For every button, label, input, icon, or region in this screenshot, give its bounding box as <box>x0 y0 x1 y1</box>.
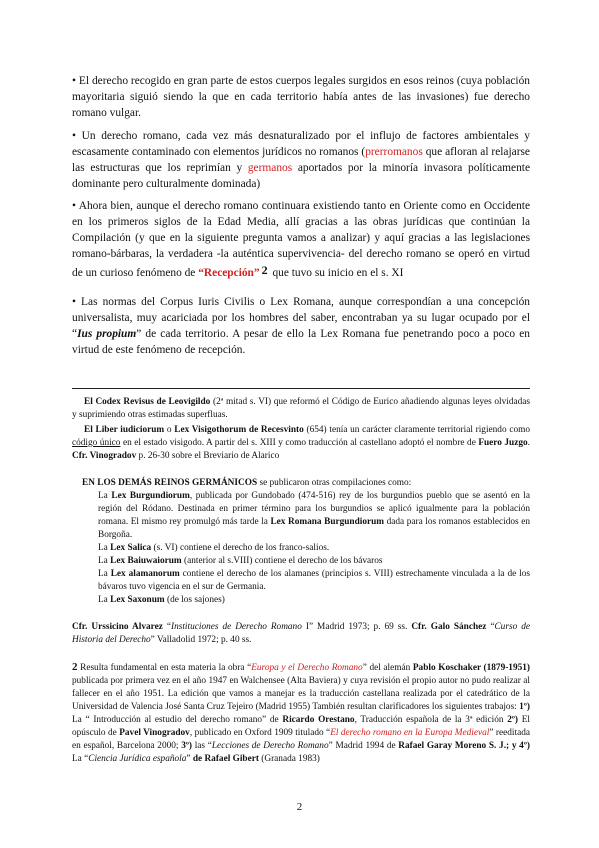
footnote-text: I” Madrid 1973; p. 69 ss. <box>301 622 412 632</box>
author-name: Rafael Garay Moreno S. J.; y 4º) <box>398 741 530 751</box>
footnote-codex <box>72 396 530 422</box>
footnote-title: Lex Burgundiorum <box>111 491 190 501</box>
paragraph-derecho-vulgar <box>72 73 530 121</box>
footnote-citation: Cfr. Galo Sánchez <box>411 622 487 632</box>
footnote-text: El opúsculo de <box>72 715 530 738</box>
paragraph-derecho-romano <box>72 128 530 192</box>
paragraph-text: • Las normas del Corpus Iuris Civilis o Lex Romana, aunque correspondían a una concepción universalista, muy acariciada por los hombres del saber, encontraban ya su lugar ocupado por el “ <box>72 296 530 340</box>
list-number: 3º) <box>181 741 193 751</box>
book-title: Curso de Historia del Derecho <box>72 622 530 645</box>
footnote-text: La “ Introducción al estudio del derecho romano” de <box>72 715 283 725</box>
footnote-text: La <box>98 543 111 553</box>
footnote-title: Lex Romana Burgundiorum <box>270 517 385 527</box>
footnote-title: Lex alamanorum <box>110 569 180 579</box>
paragraph-text: aportados por la minoría invasora políticamente dominante pero culturalmente dominada) <box>72 162 530 190</box>
footnote-text: contiene el derecho de los alamanes (principios s. VIII) estrechamente vinculada a la de los bávaros tuvo vigencia en el sur de Germania. <box>98 569 530 592</box>
footnote-title: El Liber iudiciorum <box>84 425 165 435</box>
list-number: 1º) <box>519 702 530 712</box>
author-name: Ricardo Orestano <box>282 715 355 725</box>
footnote-text: La <box>98 556 111 566</box>
footnote-text: las “ <box>192 741 212 751</box>
footnote-lex-burgundiorum <box>72 490 530 542</box>
footnote-liber <box>72 424 530 463</box>
footnote-text: dada para los romanos establecidos en Borgoña. <box>98 517 530 540</box>
footnote-text: (anterior al s.VIII) contiene el derecho de los bávaros <box>181 556 383 566</box>
footnote-text: ” Madrid 1994 de <box>328 741 399 751</box>
paragraph-text: que tuvo su inicio en el s. XI <box>269 267 404 279</box>
footnote-text: “ <box>486 622 495 632</box>
paragraph-recepcion <box>72 198 530 281</box>
list-number: 2º) <box>507 715 519 725</box>
paragraph-text: que afloran al relajarse las estructuras que los reprimían y <box>72 146 530 174</box>
footnote-text: “ <box>162 622 171 632</box>
footnote-lex-alamanorum <box>72 568 530 594</box>
footnote-title: Lex Salica <box>110 543 152 553</box>
footnote-text: ” reeditada en español, Barcelona 2000; <box>72 728 530 751</box>
footnote-citation: Cfr. Vinogradov <box>72 451 137 461</box>
paragraph-text: ” de cada territorio. A pesar de ello la Lex Romana fue penetrando poco a poco en virtud de este fenómeno de recepción. <box>72 328 530 356</box>
footnote-cfr-citations <box>72 621 530 647</box>
footnote-text: . <box>527 438 530 448</box>
author-name: de Rafael Gibert <box>192 754 259 764</box>
book-title: Instituciones de Derecho Romano <box>170 622 302 632</box>
footnote-text: (654) tenía un carácter claramente territorial rigiendo como <box>303 425 530 435</box>
ius-propium-term: Ius propium <box>77 328 137 340</box>
footnote-title: Lex Baiuwaiorum <box>110 556 182 566</box>
footnote-text: en el estado visigodo. A partir del s. XIII y como traducción al castellano adoptó el nombre de <box>120 438 479 448</box>
link-derecho-europa-medieval[interactable]: El derecho romano en la Europa Medieval <box>330 728 490 738</box>
footnote-ref-2[interactable]: 2 <box>261 263 268 277</box>
link-recepcion[interactable]: “Recepción” <box>198 267 260 279</box>
footnote-lex-salica <box>72 542 530 555</box>
footnote-2 <box>72 661 530 766</box>
codigo-unico-term: código único <box>72 438 121 448</box>
footnote-heading: EN LOS DEMÁS REINOS GERMÁNICOS <box>82 478 258 488</box>
footnote-separator <box>72 388 530 389</box>
link-prerromanos[interactable]: prerromanos <box>365 146 423 158</box>
page-number: 2 <box>296 801 303 813</box>
footnote-title: El Codex Revisus de Leovigildo <box>84 397 211 407</box>
footnote-text: ” <box>186 754 193 764</box>
paragraph-text: • El derecho recogido en gran parte de estos cuerpos legales surgidos en esos reinos (cuya población mayoritaria siguió siendo la que en cada territorio había antes de las invasiones) fue derecho romano vulgar. <box>72 75 530 119</box>
footnote-text: La <box>98 569 111 579</box>
footnote-text: (Granada 1983) <box>258 754 320 764</box>
paragraph-text: • Ahora bien, aunque el derecho romano continuara existiendo tanto en Oriente como en Occidente en los primeros siglos de la Edad Media, allí gracias a las obras jurídicas que continúan la Compilación (y que en la siguiente pregunta vamos a analizar) y aquí gracias a las legislaciones romano-bárbaras, la verdadera -la auténtica supervivencia- del derecho romano se operó en virtud de un curioso fenómeno de <box>72 200 530 279</box>
footnote-text: La “ <box>72 754 89 764</box>
link-europa-derecho-romano[interactable]: Europa y el Derecho Romano <box>251 663 363 673</box>
author-name: Pablo Koschaker (1879-1951) <box>412 663 531 673</box>
link-germanos[interactable]: germanos <box>247 162 293 174</box>
footnote-text: , publicado en Oxford 1909 titulado “ <box>189 728 331 738</box>
footnote-text: (2ª mitad s. VI) que reformó el Código de Eurico añadiendo algunas leyes olvidadas y suprimiendo otras estimadas superfluas. <box>72 397 530 420</box>
paragraph-text: • Un derecho romano, cada vez más desnaturalizado por el influjo de factores ambientales y escasamente contaminado con elementos jurídicos no romanos ( <box>72 130 530 158</box>
book-title: Lecciones de Derecho Romano <box>211 741 329 751</box>
footnote-text: p. 26-30 sobre el Breviario de Alarico <box>136 451 280 461</box>
footnote-text: La <box>98 491 112 501</box>
footnote-text: publicada por primera vez en el año 1947 en Walchensee (Alta Baviera) y cuya revisión el propio autor no pudo realizar al fallecer en el año 1951. La edición que vamos a manejar es la traducción castellana realizada por el catedrático de la Universidad de Valencia José Santa Cruz Tejeiro (Madrid 1955) También resultan clarificadores los siguientes trabajos: <box>72 676 530 712</box>
footnote-citation: Cfr. Urssicino Alvarez <box>72 622 163 632</box>
footnote-text: se publicaron otras compilaciones como: <box>257 478 412 488</box>
footnote-text: , publicada por Gundobado (474-516) rey de los burgundios pueblo que se asentó en la región del Ródano. Destinada en primer término para los burgundios se aplicó igualmente para la población romana. El mismo rey promulgó más tarde la <box>98 491 530 527</box>
footnote-text: La <box>98 595 111 605</box>
footnote-title: Fuero Juzgo <box>478 438 528 448</box>
footnote-title: Lex Visigothorum de Recesvinto <box>174 425 304 435</box>
book-title: Ciencia Jurídica española <box>88 754 187 764</box>
paragraph-corpus-iuris <box>72 294 530 358</box>
footnote-number: 2 <box>72 661 78 673</box>
footnote-demas-reinos <box>72 477 530 490</box>
footnote-text: ” del alemán <box>362 663 413 673</box>
footnotes-block <box>72 396 530 766</box>
footnote-text: (s. VI) contiene el derecho de los franco-salios. <box>151 543 330 553</box>
footnote-text: (de los sajones) <box>164 595 225 605</box>
footnote-lex-baiuwaiorum <box>72 555 530 568</box>
footnote-text: o <box>164 425 175 435</box>
footnote-text: ” Valladolid 1972; p. 40 ss. <box>150 635 252 645</box>
footnote-text: Resulta fundamental en esta materia la obra “ <box>77 663 252 673</box>
footnote-title: Lex Saxonum <box>110 595 165 605</box>
footnote-text: , Traducción española de la 3ª edición <box>354 715 508 725</box>
author-name: Pavel Vinogradov <box>119 728 190 738</box>
footnote-lex-saxonum <box>72 594 530 607</box>
